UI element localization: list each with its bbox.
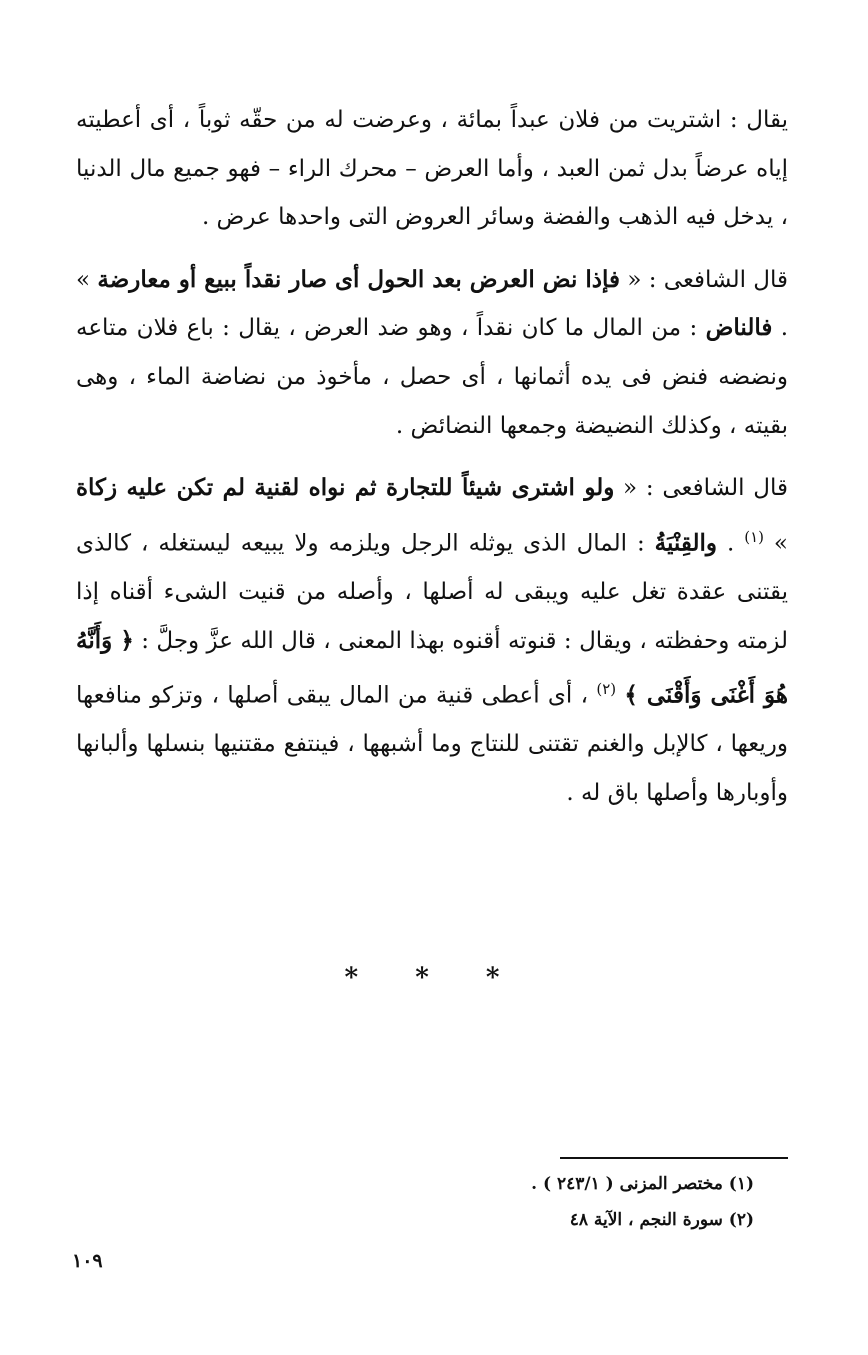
paragraph-gap <box>76 450 788 464</box>
paragraph-2 <box>76 256 788 450</box>
term-definition-cont: ، أى أعطى قنية من المال يبقى أصلها ، وتزكو منافعها وريعها ، كالإبل والغنم تقتنى للنتاج وما أشبهها ، فينتفع مقتنيها بنسلها وألبانها وأوبارها وأصلها باق له . <box>76 682 788 807</box>
term-definition: : المال الذى يوثله الرجل ويلزمه ولا يبيعه ليستغله ، كالذى يقتنى عقدة تغل عليه ويبقى له أصلها ، وأصله من قنيت الشىء أقناه إذا لزمته وحفظته ، ويقال : قنوته أقنوه بهذا المعنى ، قال الله عزَّ وجلَّ : <box>76 530 788 654</box>
body-text <box>76 96 788 818</box>
term-definition: : من المال ما كان نقداً ، وهو ضد العرض ، يقال : باع فلان متاعه ونضضه فنض فى يده أثمانها ، أى حصل ، مأخوذ من نضاضة الماء ، وهى بقيته ، وكذلك النضيضة وجمعها النضائض . <box>76 315 788 439</box>
footnote-2: (٢) سورة النجم ، الآية ٤٨ <box>569 1210 754 1230</box>
footnotes <box>360 1166 754 1238</box>
paragraph-1-text: يقال : اشتريت من فلان عبداً بمائة ، وعرضت له من حقّه ثوباً ، أى أعطيته إياه عرضاً بدل ثمن العبد ، وأما العرض – محرك الراء – فهو جميع مال الدنيا ، يدخل فيه الذهب والفضة وسائر العروض التى واحدها عرض . <box>76 107 788 231</box>
footnote-1: (١) مختصر المزنى ( ٢٤٣/١ ) . <box>531 1174 754 1194</box>
paragraph-gap <box>76 242 788 256</box>
footnote-ref-2: (٢) <box>596 680 617 699</box>
footnote-ref-1: (١) <box>744 527 764 546</box>
paragraph-1 <box>76 96 788 242</box>
shafii-quote: فإذا نض العرض بعد الحول أى صار نقداً ببيع أو معارضة <box>97 265 621 293</box>
quote-intro: قال الشافعى : « <box>620 266 788 293</box>
quote-close: » . <box>76 266 788 342</box>
quran-verse: ﴿ وَأَنَّهُ هُوَ أَغْنَى وَأَقْنَى ﴾ <box>76 626 789 709</box>
quote-intro: قال الشافعى : « <box>614 475 788 502</box>
page-number: ١٠٩ <box>72 1250 103 1272</box>
quote-close: » <box>763 530 788 557</box>
footnote-rule <box>560 1157 788 1159</box>
section-separator: * * * <box>344 963 524 993</box>
shafii-quote: ولو اشترى شيئاً للتجارة ثم نواه لقنية لم تكن عليه زكاة <box>76 474 615 502</box>
punctuation: . <box>717 530 745 557</box>
term-headword: فالناض <box>705 314 773 342</box>
term-headword: والقِنْيَةُ <box>654 529 717 557</box>
paragraph-3 <box>76 464 788 817</box>
